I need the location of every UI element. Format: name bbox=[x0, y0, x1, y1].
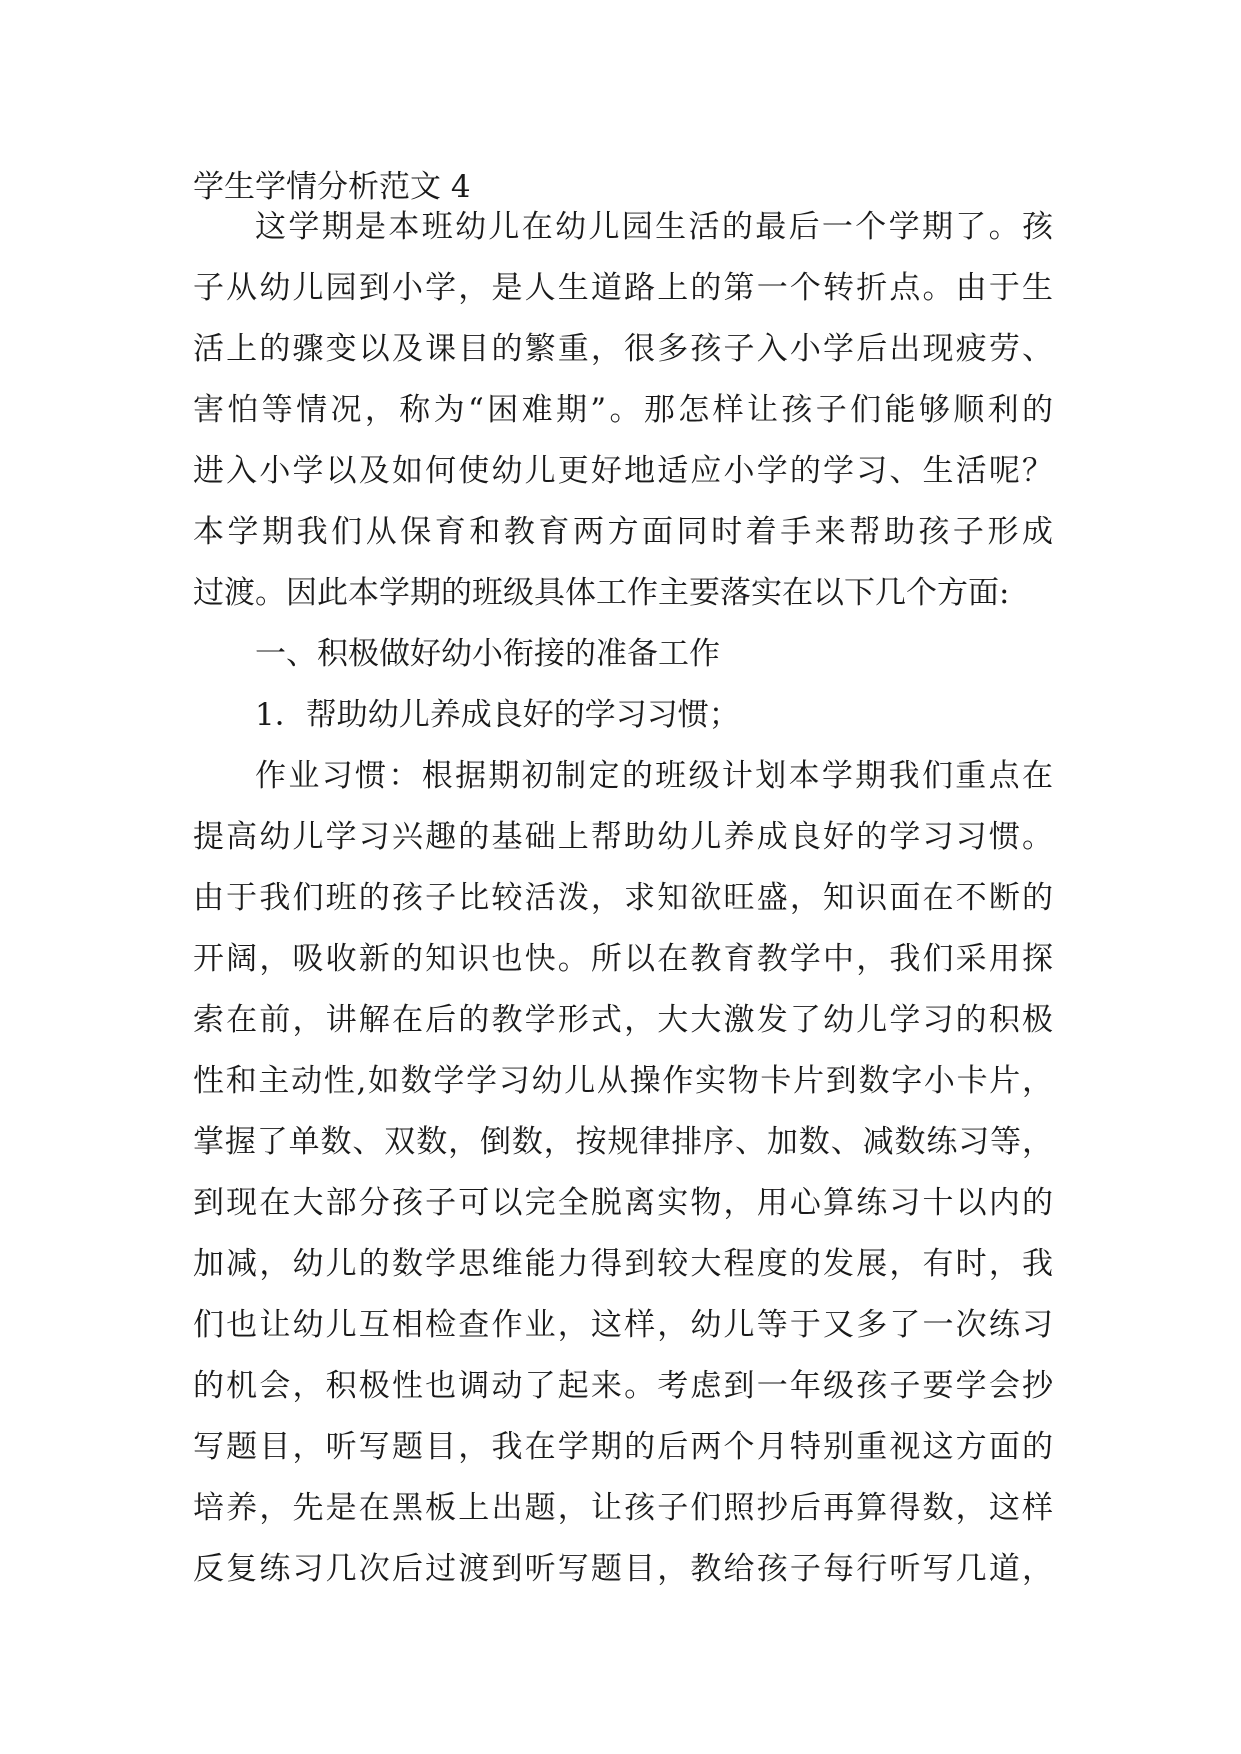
paragraph-line: 本学期我们从保育和教育两方面同时着手来帮助孩子形成 bbox=[193, 514, 1053, 550]
paragraph-line: 到现在大部分孩子可以完全脱离实物，用心算练习十以内的 bbox=[193, 1185, 1053, 1221]
paragraph-line: 的机会，积极性也调动了起来。考虑到一年级孩子要学会抄 bbox=[193, 1368, 1053, 1404]
section-heading: 一、积极做好幼小衔接的准备工作 bbox=[255, 636, 720, 672]
paragraph-line: 过渡。因此本学期的班级具体工作主要落实在以下几个方面: bbox=[193, 575, 1010, 611]
paragraph-line: 作业习惯：根据期初制定的班级计划本学期我们重点在 bbox=[255, 758, 1053, 794]
paragraph-line: 培养，先是在黑板上出题，让孩子们照抄后再算得数，这样 bbox=[193, 1490, 1053, 1526]
paragraph-line: 性和主动性,如数学学习幼儿从操作实物卡片到数字小卡片， bbox=[193, 1063, 1053, 1099]
paragraph-line: 写题目，听写题目，我在学期的后两个月特别重视这方面的 bbox=[193, 1429, 1053, 1465]
paragraph-line: 索在前，讲解在后的教学形式，大大激发了幼儿学习的积极 bbox=[193, 1002, 1053, 1038]
paragraph-line: 子从幼儿园到小学，是人生道路上的第一个转折点。由于生 bbox=[193, 270, 1053, 306]
document-title: 学生学情分析范文 4 bbox=[193, 169, 471, 205]
paragraph-line: 活上的骤变以及课目的繁重，很多孩子入小学后出现疲劳、 bbox=[193, 331, 1053, 367]
paragraph-line: 提高幼儿学习兴趣的基础上帮助幼儿养成良好的学习习惯。 bbox=[193, 819, 1053, 855]
paragraph-line: 由于我们班的孩子比较活泼，求知欲旺盛，知识面在不断的 bbox=[193, 880, 1053, 916]
paragraph-line: 进入小学以及如何使幼儿更好地适应小学的学习、生活呢？ bbox=[193, 453, 1053, 489]
paragraph-line: 害怕等情况，称为“困难期”。那怎样让孩子们能够顺利的 bbox=[193, 392, 1053, 428]
paragraph-line: 这学期是本班幼儿在幼儿园生活的最后一个学期了。孩 bbox=[255, 209, 1053, 245]
paragraph-line: 掌握了单数、双数，倒数，按规律排序、加数、减数练习等， bbox=[193, 1124, 1053, 1160]
paragraph-line: 们也让幼儿互相检查作业，这样，幼儿等于又多了一次练习 bbox=[193, 1307, 1053, 1343]
paragraph-line: 反复练习几次后过渡到听写题目，教给孩子每行听写几道， bbox=[193, 1551, 1053, 1587]
subsection-heading: 1．帮助幼儿养成良好的学习习惯； bbox=[255, 697, 740, 733]
paragraph-line: 开阔，吸收新的知识也快。所以在教育教学中，我们采用探 bbox=[193, 941, 1053, 977]
paragraph-line: 加减，幼儿的数学思维能力得到较大程度的发展，有时，我 bbox=[193, 1246, 1053, 1282]
